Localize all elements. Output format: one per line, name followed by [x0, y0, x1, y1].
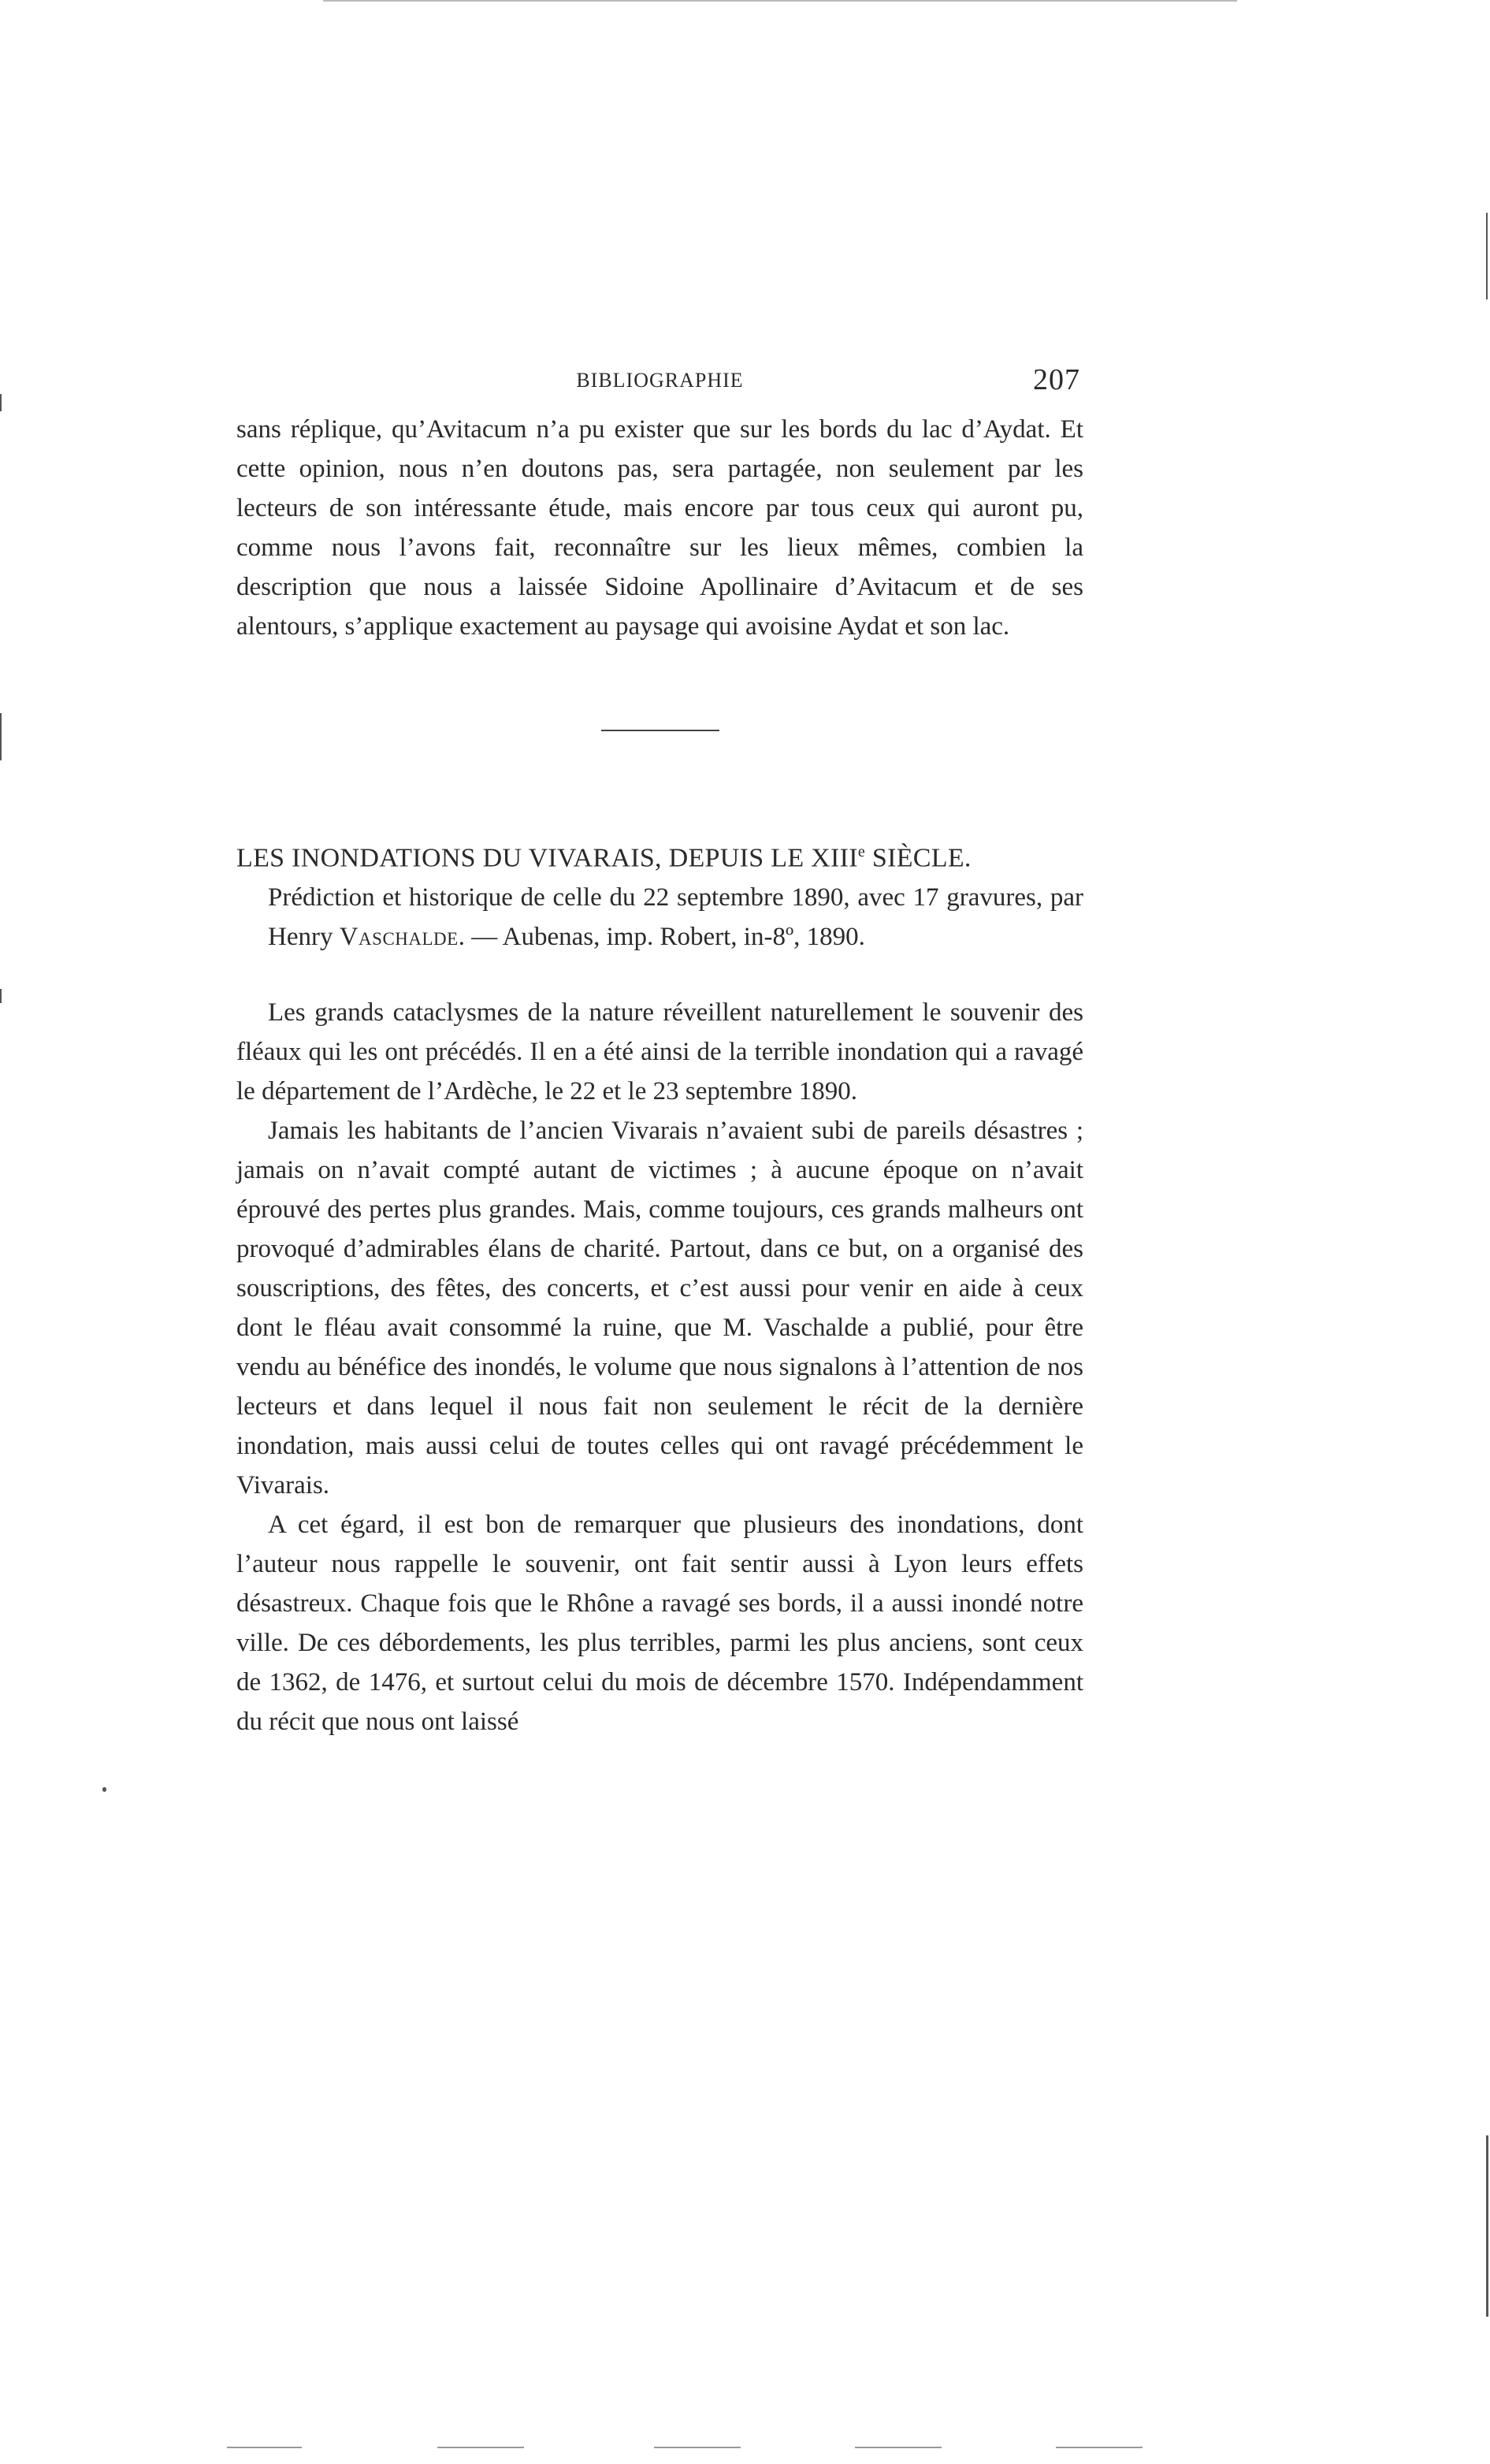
scan-margin-mark [0, 394, 2, 411]
review-body [236, 993, 1083, 1741]
scan-bottom-edge [855, 2447, 942, 2448]
scan-bottom-edge [437, 2447, 524, 2448]
scan-top-edge [323, 0, 1237, 2]
scan-bottom-edge [654, 2447, 741, 2448]
bibliography-entry [236, 832, 1083, 957]
running-head [236, 362, 1083, 410]
scan-margin-mark [0, 713, 2, 760]
page-number: 207 [1033, 363, 1080, 396]
scan-bottom-edge [227, 2447, 302, 2448]
entry-title-superscript: e [857, 843, 866, 860]
section-separator [601, 730, 719, 731]
scan-margin-mark [1486, 2135, 1488, 2317]
scan-bottom-edge [1056, 2447, 1143, 2448]
intro-paragraph: sans réplique, qu’Avitacum n’a pu exister que sur les bords du lac d’Aydat. Et cette opinion, nous n’en doutons pas, sera partagée, non seulement par les lecteurs de son intéressante étude, mais encore par tous ceux qui auront pu, comme nous l’avons fait, reconnaître sur les lieux mêmes, combien la description que nous a laissée Sidoine Apollinaire d’Avitacum et de ses alentours, s’applique exactement au paysage qui avoisine Aydat et son lac. [236, 415, 1083, 641]
scan-margin-mark [0, 989, 2, 1003]
entry-subtitle-text: Prédiction et historique de celle du 22 septembre 1890, avec 17 gravures, par Henry [268, 883, 1083, 952]
entry-title [236, 832, 1083, 878]
entry-subtitle [236, 878, 1083, 957]
running-head-title: BIBLIOGRAPHIE [576, 369, 744, 392]
scan-speck [102, 1787, 106, 1792]
body-paragraph: Les grands cataclysmes de la nature réveillent naturellement le souvenir des fléaux qui les ont précédés. Il en a été ainsi de la terrible inondation qui a ravagé le département de l’Ardèche, le 22 et le 23 septembre 1890. [236, 998, 1083, 1106]
entry-publisher: . — Aubenas, imp. Robert, in-8º, 1890. [458, 923, 865, 952]
entry-title-end: SIÈCLE. [865, 843, 972, 873]
scan-margin-mark [1486, 213, 1488, 299]
entry-author: Vaschalde [339, 923, 459, 952]
book-page [236, 362, 1083, 1741]
body-paragraph: A cet égard, il est bon de remarquer que plusieurs des inondations, dont l’auteur nous rappelle le souvenir, ont fait sentir aussi à Lyon leurs effets désastreux. Chaque fois que le Rhône a ravagé ses bords, il a aussi inondé notre ville. De ces débordements, les plus terribles, parmi les plus anciens, sont ceux de 1362, de 1476, et surtout celui du mois de décembre 1570. Indépendamment du récit que nous ont laissé [236, 1511, 1083, 1737]
entry-title-main: LES INONDATIONS DU VIVARAIS, DEPUIS LE XIII [236, 843, 858, 873]
body-paragraph: Jamais les habitants de l’ancien Vivarais n’avaient subi de pareils désastres ; jamais on n’avait compté autant de victimes ; à aucune époque on n’avait éprouvé des pertes plus grandes. Mais, comme toujours, ces grands malheurs ont provoqué d’admirables élans de charité. Partout, dans ce but, on a organisé des souscriptions, des fêtes, des concerts, et c’est aussi pour venir en aide à ceux dont le fléau avait consommé la ruine, que M. Vaschalde a publié, pour être vendu au bénéfice des inondés, le volume que nous signalons à l’attention de nos lecteurs et dans lequel il nous fait non seulement le récit de la dernière inondation, mais aussi celui de toutes celles qui ont ravagé précédemment le Vivarais. [236, 1117, 1083, 1500]
